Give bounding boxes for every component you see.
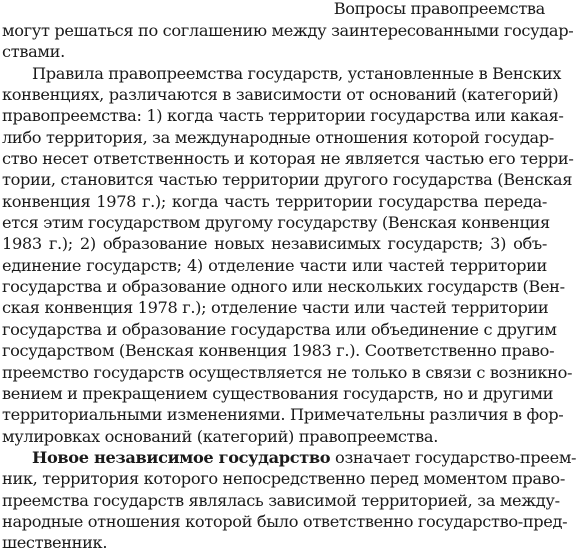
text-line: тории, становится частью территории другого государства (Венская	[2, 170, 573, 190]
text-line: шественник.	[2, 533, 108, 553]
text-line: преемства государств являлась зависимой территорией, за между-	[2, 490, 560, 510]
paragraph-continuation	[2, 20, 574, 63]
paragraph-definition	[2, 447, 576, 554]
running-head: Вопросы правопреемства	[333, 0, 545, 18]
text-line: единение государств; 4) отделение части или частей территории	[2, 255, 547, 275]
text-line: народные отношения которой было ответственно государство-пред-	[2, 511, 568, 531]
text-line: конвенция 1978 г.); когда часть территории государства переда-	[2, 191, 547, 211]
text-line: государством (Венская конвенция 1983 г.). Соответственно право-	[2, 341, 555, 361]
text-line: могут решаться по соглашению между заинтересованными государ-	[2, 21, 574, 40]
text-line: ская конвенция 1978 г.); отделение части или частей территории	[2, 298, 549, 318]
document-body	[2, 20, 576, 554]
text-line: вением и прекращением существования государств, но и другими	[2, 383, 554, 403]
text-line: ник, территория которого непосредственно перед моментом право-	[2, 469, 565, 489]
text-line: правопреемства: 1) когда часть территории государства или какая-	[2, 106, 564, 126]
text-line: территориальными изменениями. Примечательны различия в фор-	[2, 405, 564, 425]
definition-first-line	[2, 447, 576, 468]
text-line: преемство государств осуществляется не только в связи с возникно-	[2, 362, 573, 382]
text-line: ется этим государством другому государству (Венская конвенция	[2, 213, 550, 233]
text-line: Правила правопреемства государств, установленные в Венских	[32, 63, 562, 83]
text-line: ство несет ответственность и которая не является частью его терри-	[2, 149, 574, 169]
text-line: ствами.	[2, 42, 65, 62]
text-line: государства и образование государства или объединение с другим	[2, 319, 557, 339]
text-line: либо территория, за международные отношения которой государ-	[2, 127, 554, 147]
text-line: конвенциях, различаются в зависимости от оснований (категорий)	[2, 85, 559, 105]
text-line: 1983 г.); 2) образование новых независимых государств; 3) объ-	[2, 234, 547, 254]
document-page	[2, 0, 576, 553]
paragraph-succession-rules	[2, 63, 574, 447]
defined-term: Новое независимое государство	[32, 447, 331, 467]
text-line: мулировках оснований (категорий) правопреемства.	[2, 426, 439, 446]
text-line: государства и образование одного или нескольких государств (Вен-	[2, 277, 565, 297]
definition-text: означает государство-преем-	[330, 447, 576, 467]
